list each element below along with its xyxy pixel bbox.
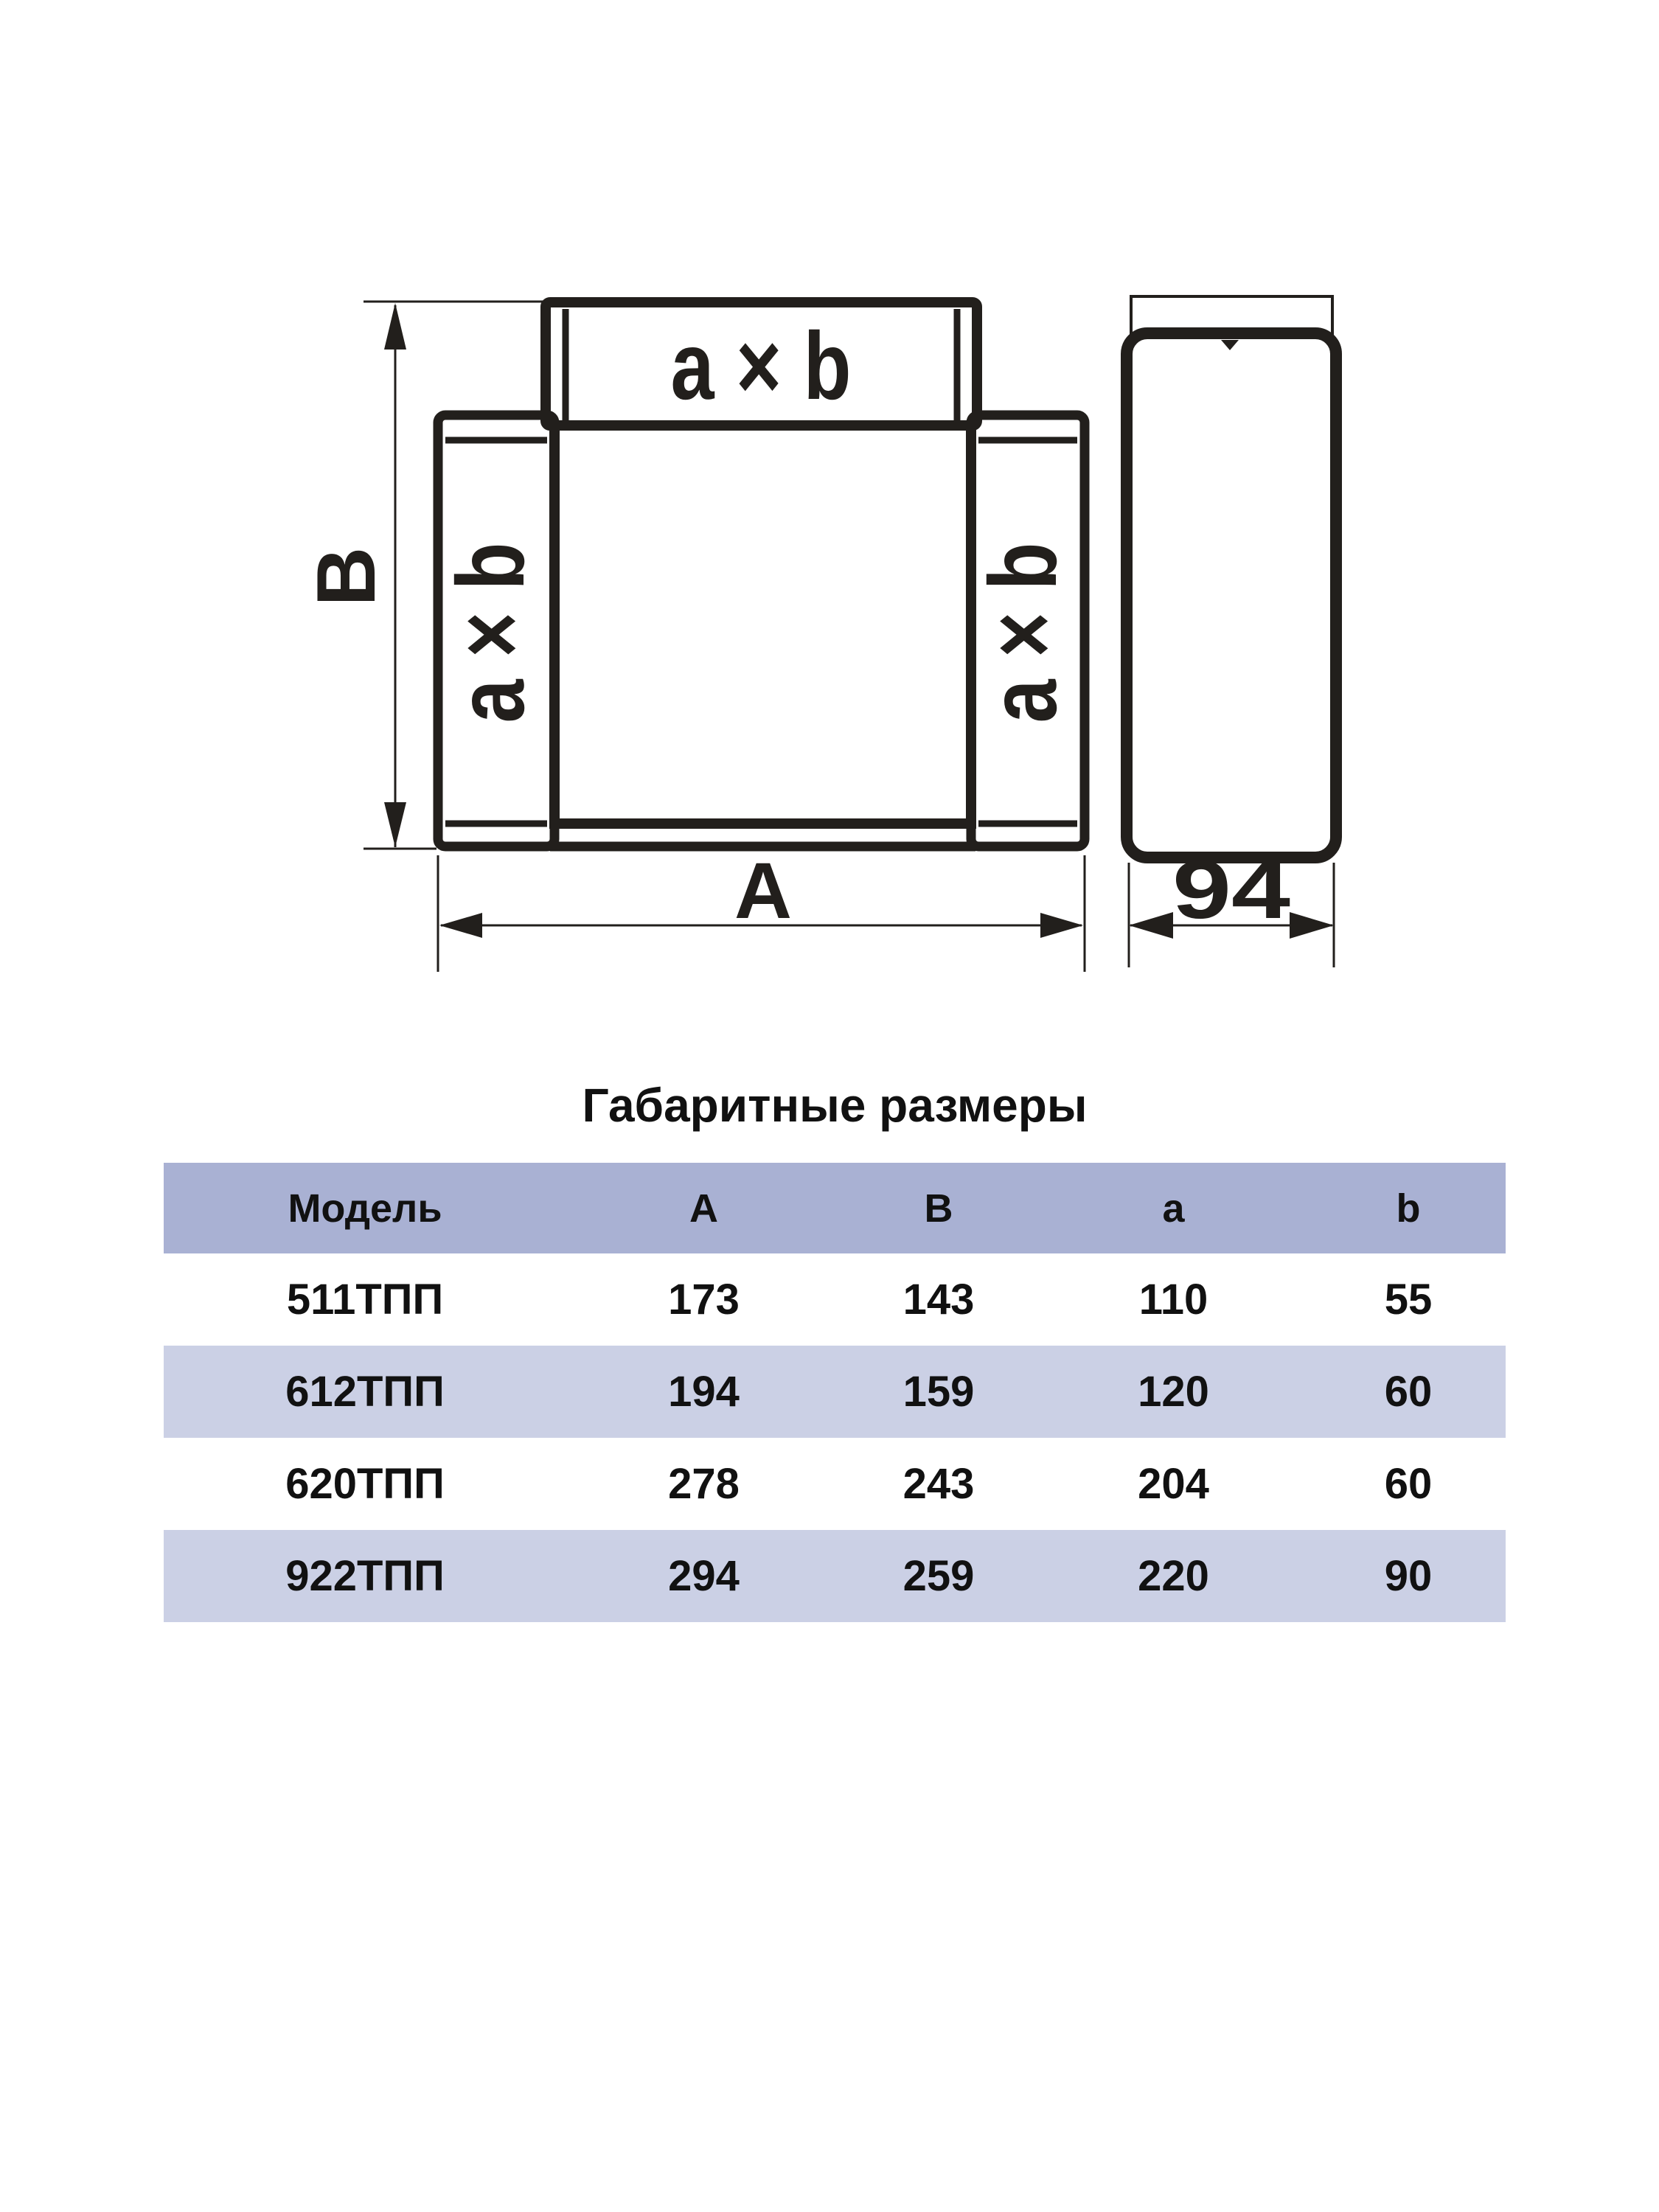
- dim-depth-arrow-right-icon: [1290, 912, 1334, 939]
- dim-a-arrow-left-icon: [439, 913, 482, 938]
- dim-b-arrow-down-icon: [384, 802, 406, 847]
- value-cell-b: 60: [1384, 1460, 1433, 1508]
- value-cell-b: 90: [1384, 1552, 1433, 1600]
- value-cell-b: 60: [1384, 1368, 1433, 1416]
- dimensions-table: [164, 1163, 1506, 1622]
- value-cell-b: 55: [1384, 1276, 1433, 1324]
- dim-depth-arrow-left-icon: [1129, 912, 1173, 939]
- value-cell-a: 204: [1138, 1460, 1209, 1508]
- column-header-model: Модель: [288, 1186, 442, 1231]
- value-cell-a: 220: [1138, 1552, 1209, 1600]
- table-row: [164, 1438, 1506, 1530]
- side-body-notch-icon: [1221, 340, 1239, 350]
- value-cell-A: 173: [668, 1276, 740, 1324]
- column-header-B: B: [924, 1186, 953, 1231]
- model-cell: 511ТПП: [286, 1276, 444, 1324]
- dim-a-arrow-right-icon: [1040, 913, 1083, 938]
- duct-size-label-left: a × b: [437, 501, 544, 723]
- table-header-row: [164, 1163, 1506, 1253]
- dim-b-arrow-up-icon: [384, 303, 406, 349]
- dim-depth-label: 94: [1172, 844, 1290, 936]
- dim-b-label: B: [300, 546, 392, 607]
- table-row: [164, 1346, 1506, 1438]
- table-row: [164, 1530, 1506, 1622]
- model-cell: 620ТПП: [285, 1460, 445, 1508]
- duct-size-label-right: a × b: [969, 501, 1077, 723]
- table-title: Габаритные размеры: [582, 1079, 1088, 1132]
- value-cell-a: 120: [1138, 1368, 1209, 1416]
- front-body-outline: [554, 425, 971, 824]
- value-cell-B: 259: [902, 1552, 975, 1600]
- model-cell: 612ТПП: [285, 1368, 445, 1416]
- duct-tee-drawing: [0, 0, 1659, 1032]
- column-header-b: b: [1396, 1186, 1421, 1231]
- column-header-a: a: [1162, 1186, 1185, 1231]
- value-cell-A: 278: [668, 1460, 740, 1508]
- model-cell: 922ТПП: [285, 1552, 445, 1600]
- table-row: [164, 1253, 1506, 1346]
- value-cell-B: 243: [902, 1460, 975, 1508]
- value-cell-A: 294: [668, 1552, 740, 1600]
- value-cell-A: 194: [668, 1368, 740, 1416]
- value-cell-B: 159: [902, 1368, 975, 1416]
- duct-size-label-top: a × b: [670, 312, 852, 420]
- column-header-A: A: [689, 1186, 719, 1231]
- side-body-outline: [1127, 333, 1336, 858]
- value-cell-B: 143: [902, 1276, 975, 1324]
- dim-a-label: A: [734, 846, 792, 935]
- value-cell-a: 110: [1138, 1276, 1208, 1324]
